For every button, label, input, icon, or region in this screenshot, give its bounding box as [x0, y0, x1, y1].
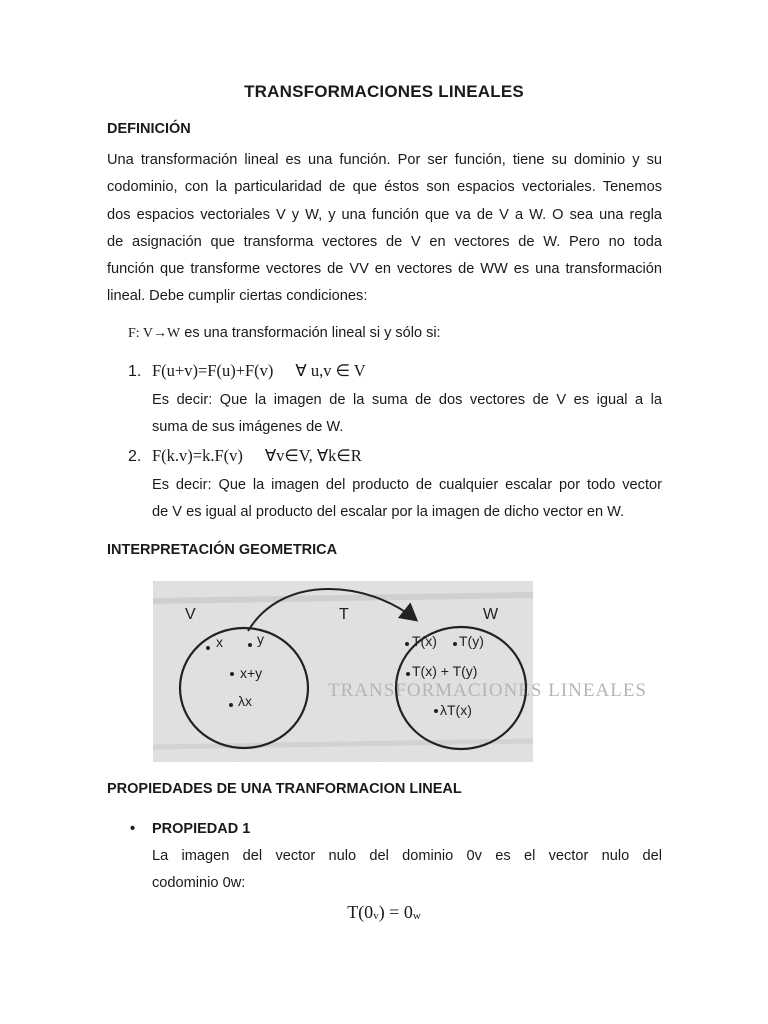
figure-background-text: TRANSFORMACIONES LINEALES	[328, 680, 647, 701]
point-label-x-plus-y: x+y	[240, 665, 263, 681]
mapping-statement	[128, 325, 441, 342]
definition-line: lineal. Debe cumplir ciertas condiciones:	[107, 288, 368, 305]
point-dot	[434, 709, 438, 713]
property-line: codominio 0w:	[152, 875, 246, 891]
page-title: TRANSFORMACIONES LINEALES	[244, 82, 524, 101]
point-dot	[206, 646, 210, 650]
geometric-figure	[153, 581, 647, 762]
map-label: T	[339, 606, 349, 623]
condition-number: 1.	[128, 363, 142, 380]
explanation-line: Es decir: Que la imagen de la suma de dos vectores de V es igual a la	[152, 392, 662, 408]
definition-line: dos espacios vectoriales V y W, y una función que va de V a W. O sea una regla	[107, 206, 662, 223]
mapping-formula: F: V→W	[128, 326, 181, 341]
definition-line: de asignación que transforma vectores de V en vectores de W. Pero no toda	[107, 233, 662, 250]
point-dot	[406, 672, 410, 676]
figure-svg	[153, 581, 647, 762]
property-1-item	[130, 821, 250, 837]
condition-quantifier: ∀ u,v ∈ V	[295, 361, 366, 380]
definition-line: función que transforme vectores de VV en vectores de WW es una transformación	[107, 261, 662, 278]
condition-2	[128, 446, 362, 466]
point-label-tx: T(x)	[412, 633, 437, 649]
point-dot	[229, 703, 233, 707]
explanation-line: de V es igual al producto del escalar por la imagen de dicho vector en W.	[152, 504, 625, 520]
explanation-line: Es decir: Que la imagen del producto de cualquier escalar por todo vector	[152, 477, 662, 493]
point-dot	[230, 672, 234, 676]
equation-mid: ) = 0	[378, 902, 413, 922]
codomain-label: W	[483, 606, 499, 623]
condition-quantifier: ∀v∈V, ∀k∈R	[264, 446, 362, 465]
condition-number: 2.	[128, 448, 142, 465]
equation-rhs-sub: w	[412, 910, 421, 922]
definition-heading: DEFINICIÓN	[107, 121, 191, 137]
condition-formula: F(k.v)=k.F(v)	[152, 446, 243, 465]
condition-2-explanation	[152, 472, 662, 526]
bullet-icon: •	[130, 821, 136, 837]
point-label-y: y	[257, 631, 264, 647]
condition-formula: F(u+v)=F(u)+F(v)	[152, 361, 274, 380]
condition-1-explanation	[152, 387, 662, 441]
interpretation-heading: INTERPRETACIÓN GEOMETRICA	[107, 542, 338, 558]
definition-line: codominio, con la particularidad de que éstos son espacios vectoriales. Tenemos	[107, 179, 662, 196]
definition-line: Una transformación lineal es una función. Por ser función, tiene su dominio y su	[107, 152, 662, 168]
point-label-lambda-tx: λT(x)	[440, 702, 472, 718]
point-label-lambda-x: λx	[238, 693, 252, 709]
property-1-equation	[0, 902, 768, 923]
definition-paragraph	[107, 147, 662, 311]
properties-heading: PROPIEDADES DE UNA TRANFORMACION LINEAL	[107, 781, 462, 797]
equation-lhs: T(0	[347, 902, 374, 922]
point-label-tx-plus-ty: T(x) + T(y)	[412, 663, 478, 679]
property-1-text	[152, 843, 662, 897]
point-dot	[248, 643, 252, 647]
domain-label: V	[185, 606, 196, 623]
property-title: PROPIEDAD 1	[152, 821, 251, 837]
condition-1	[128, 361, 366, 381]
point-dot	[405, 642, 409, 646]
mapping-text: es una transformación lineal si y sólo si:	[180, 325, 441, 341]
explanation-line: suma de sus imágenes de W.	[152, 419, 344, 435]
point-dot	[453, 642, 457, 646]
point-label-x: x	[216, 634, 223, 650]
point-label-ty: T(y)	[459, 633, 484, 649]
equation-lhs-sub: v	[373, 910, 379, 922]
property-line: La imagen del vector nulo del dominio 0v es el vector nulo del	[152, 848, 662, 864]
